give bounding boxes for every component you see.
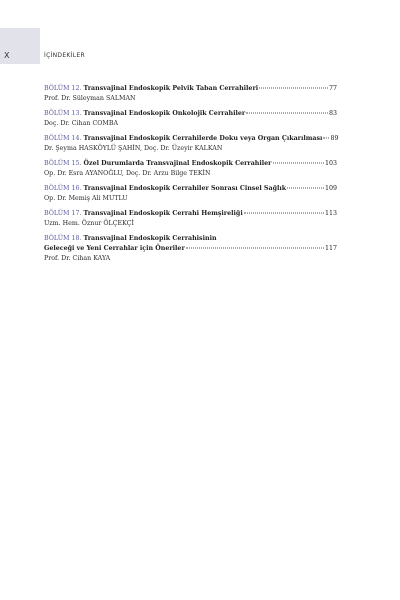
chapter-page: 77 [328, 85, 337, 92]
running-title: İÇİNDEKİLER [44, 52, 85, 59]
page-number: X [4, 51, 10, 60]
toc-entry[interactable] [44, 159, 337, 178]
chapter-authors: Prof. Dr. Süleyman SALMAN [44, 95, 136, 102]
chapter-page: 83 [328, 110, 337, 117]
toc-title-row [44, 109, 337, 119]
chapter-authors: Op. Dr. Memiş Ali MUTLU [44, 195, 128, 202]
toc-title-row [44, 184, 337, 194]
chapter-label: BÖLÜM 12. [44, 85, 82, 92]
chapter-label: BÖLÜM 16. [44, 185, 82, 192]
chapter-label: BÖLÜM 13. [44, 110, 82, 117]
dot-leader [186, 248, 324, 249]
toc-entry[interactable] [44, 84, 337, 103]
chapter-title: Transvajinal Endoskopik Pelvik Taban Cerrahileri [83, 85, 259, 92]
chapter-authors: Uzm. Hem. Öznur ÖLÇEKÇİ [44, 220, 134, 227]
chapter-label: BÖLÜM 15. [44, 160, 82, 167]
chapter-authors: Prof. Dr. Cihan KAYA [44, 255, 111, 262]
toc-entry[interactable] [44, 109, 337, 128]
chapter-title-continued: Geleceği ve Yeni Cerrahlar için Öneriler [44, 245, 185, 252]
chapter-title: Transvajinal Endoskopik Cerrahi Hemşireliği [83, 210, 243, 217]
toc-entry[interactable] [44, 234, 337, 263]
chapter-authors: Dr. Şeyma HASKÖYLÜ ŞAHİN, Doç. Dr. Üzeyir KALKAN [44, 145, 223, 152]
chapter-page: 103 [324, 160, 337, 167]
toc-title-row [44, 234, 337, 244]
toc-title-row [44, 159, 337, 169]
chapter-title: Transvajinal Endoskopik Cerrahilerde Doku veya Organ Çıkarılması [83, 135, 323, 142]
dot-leader [323, 138, 329, 139]
toc-entry[interactable] [44, 134, 337, 153]
dot-leader [287, 188, 324, 189]
chapter-page: 109 [324, 185, 337, 192]
dot-leader [259, 88, 328, 89]
chapter-authors: Op. Dr. Esra AYANOĞLU, Doç. Dr. Arzu Bilge TEKİN [44, 170, 211, 177]
chapter-page: 117 [324, 245, 337, 252]
chapter-page: 89 [330, 135, 339, 142]
table-of-contents [44, 84, 337, 269]
chapter-page: 113 [324, 210, 337, 217]
chapter-title: Özel Durumlarda Transvajinal Endoskopik Cerrahiler [83, 160, 272, 167]
chapter-title: Transvajinal Endoskopik Onkolojik Cerrahiler [83, 110, 246, 117]
dot-leader [246, 113, 328, 114]
chapter-label: BÖLÜM 17. [44, 210, 82, 217]
dot-leader [273, 163, 324, 164]
chapter-title: Transvajinal Endoskopik Cerrahiler Sonrası Cinsel Sağlık [83, 185, 287, 192]
chapter-title: Transvajinal Endoskopik Cerrahisinin [83, 235, 217, 242]
chapter-authors: Doç. Dr. Cihan COMBA [44, 120, 119, 127]
chapter-label: BÖLÜM 14. [44, 135, 82, 142]
toc-entry[interactable] [44, 209, 337, 228]
toc-title-row [44, 84, 337, 94]
toc-title-row [44, 244, 337, 254]
toc-title-row [44, 134, 337, 144]
toc-title-row [44, 209, 337, 219]
dot-leader [244, 213, 324, 214]
chapter-label: BÖLÜM 18. [44, 235, 82, 242]
page-header [0, 0, 400, 68]
toc-entry[interactable] [44, 184, 337, 203]
